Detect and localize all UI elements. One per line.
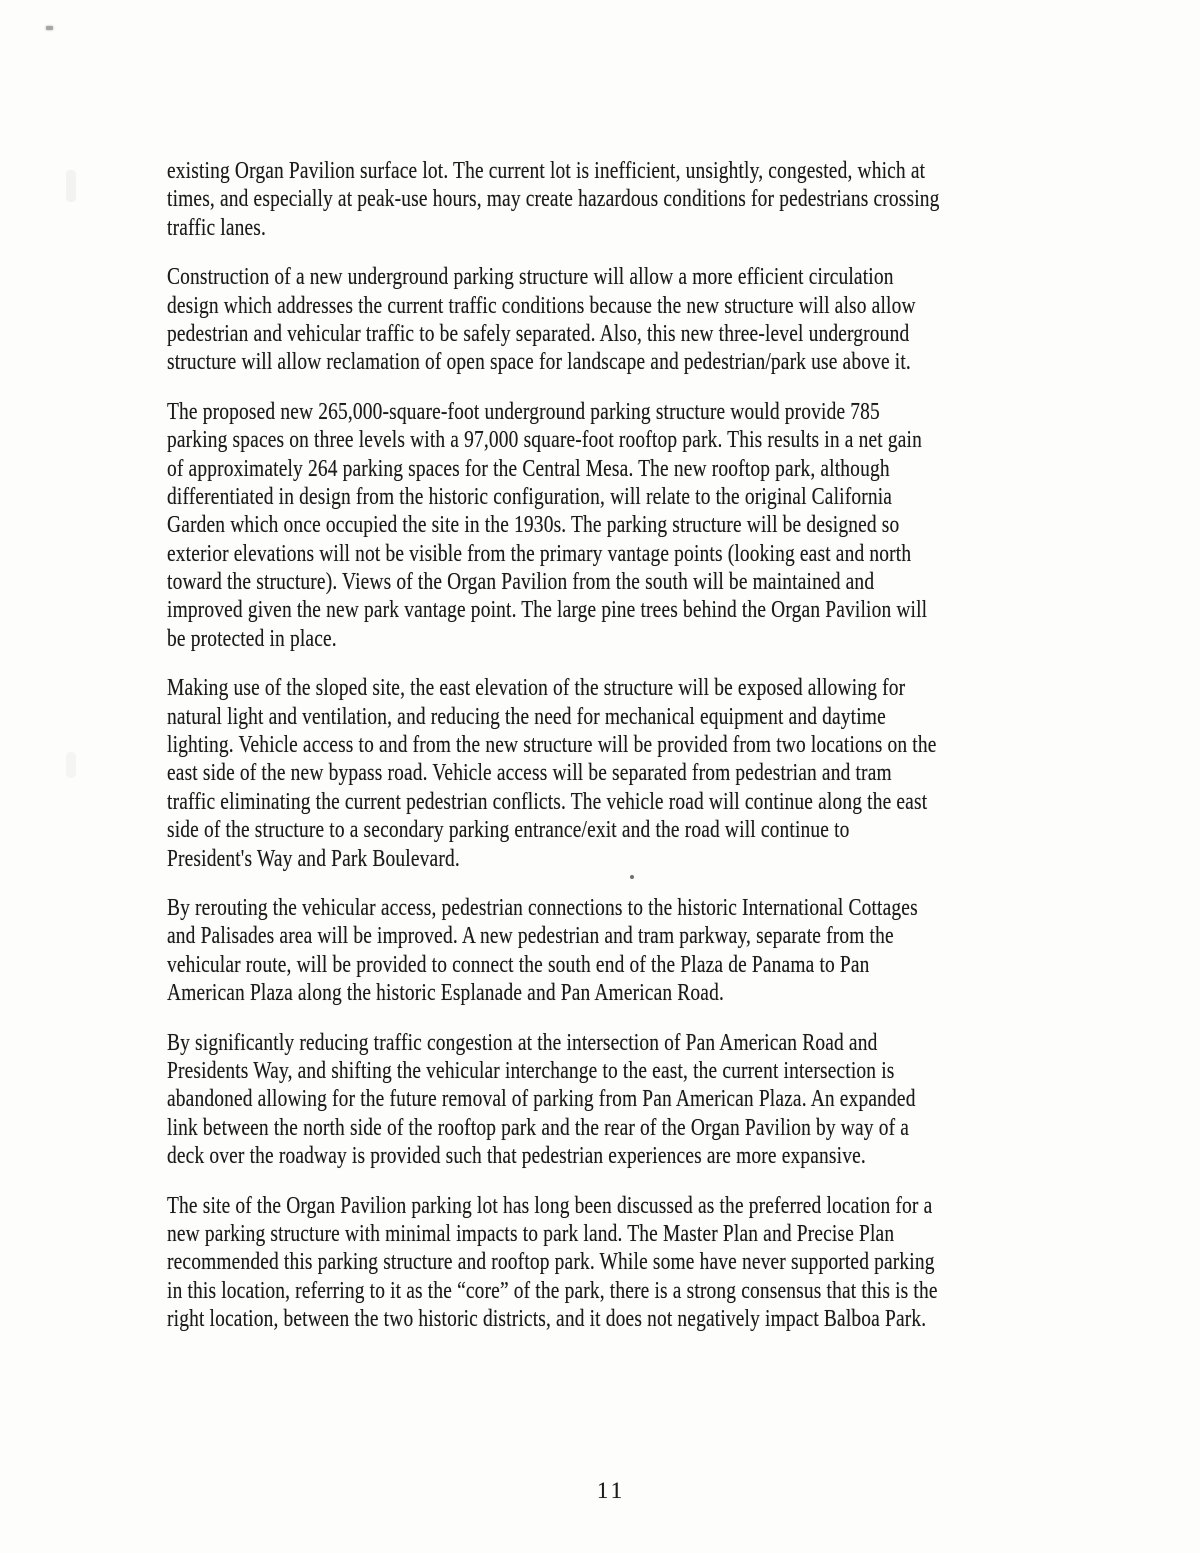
- text-line: pedestrian and vehicular traffic to be safely separated. Also, this new three-level underground: [167, 320, 910, 347]
- document-body: [167, 157, 1177, 1354]
- text-line: deck over the roadway is provided such that pedestrian experiences are more expansive.: [167, 1143, 866, 1170]
- paragraph: [167, 263, 1177, 377]
- scan-artifact-speck: [46, 26, 53, 30]
- text-line: Presidents Way, and shifting the vehicular interchange to the east, the current intersection is: [167, 1057, 895, 1084]
- text-line: Making use of the sloped site, the east elevation of the structure will be exposed allowing for: [167, 675, 906, 702]
- text-line: lighting. Vehicle access to and from the new structure will be provided from two locations on the: [167, 732, 937, 759]
- text-line: Garden which once occupied the site in the 1930s. The parking structure will be designed so: [167, 512, 900, 539]
- text-line: recommended this parking structure and rooftop park. While some have never supported parking: [167, 1249, 935, 1276]
- paragraph: [167, 674, 1177, 873]
- text-line: design which addresses the current traffic conditions because the new structure will also allow: [167, 292, 916, 319]
- scan-artifact-smudge: [66, 170, 76, 202]
- paragraph: [167, 1192, 1177, 1334]
- text-line: side of the structure to a secondary parking entrance/exit and the road will continue to: [167, 817, 850, 844]
- text-line: structure will allow reclamation of open space for landscape and pedestrian/park use above it.: [167, 349, 911, 376]
- text-line: of approximately 264 parking spaces for the Central Mesa. The new rooftop park, although: [167, 455, 890, 482]
- text-line: right location, between the two historic districts, and it does not negatively impact Balboa Park.: [167, 1306, 927, 1333]
- text-line: President's Way and Park Boulevard.: [167, 845, 460, 872]
- text-line: existing Organ Pavilion surface lot. The current lot is inefficient, unsightly, congested, which at: [167, 158, 926, 184]
- text-line: Construction of a new underground parking structure will allow a more efficient circulation: [167, 264, 894, 291]
- paragraph: [167, 1029, 1177, 1171]
- text-line: in this location, referring to it as the “core” of the park, there is a strong consensus that this is the: [167, 1277, 938, 1304]
- text-line: toward the structure). Views of the Organ Pavilion from the south will be maintained and: [167, 569, 875, 596]
- text-line: abandoned allowing for the future removal of parking from Pan American Plaza. An expanded: [167, 1086, 916, 1113]
- text-line: link between the north side of the rooftop park and the rear of the Organ Pavilion by way of a: [167, 1114, 910, 1141]
- text-line: differentiated in design from the historic configuration, will relate to the original California: [167, 483, 893, 510]
- text-line: exterior elevations will not be visible from the primary vantage points (looking east and north: [167, 540, 912, 567]
- text-line: and Palisades area will be improved. A new pedestrian and tram parkway, separate from the: [167, 923, 894, 950]
- text-line: By rerouting the vehicular access, pedestrian connections to the historic International Cottages: [167, 894, 918, 921]
- text-line: By significantly reducing traffic congestion at the intersection of Pan American Road and: [167, 1029, 878, 1056]
- text-line: improved given the new park vantage point. The large pine trees behind the Organ Pavilion will: [167, 597, 928, 624]
- text-line: parking spaces on three levels with a 97,000 square-foot rooftop park. This results in a net gain: [167, 427, 922, 454]
- text-line: The site of the Organ Pavilion parking lot has long been discussed as the preferred location for a: [167, 1192, 933, 1219]
- text-line: vehicular route, will be provided to connect the south end of the Plaza de Panama to Pan: [167, 951, 870, 978]
- text-line: new parking structure with minimal impacts to park land. The Master Plan and Precise Plan: [167, 1220, 895, 1247]
- paragraph: [167, 398, 1177, 654]
- text-line: American Plaza along the historic Esplanade and Pan American Road.: [167, 980, 725, 1007]
- paragraph: [167, 894, 1177, 1008]
- paragraph: [167, 157, 1177, 242]
- text-line: traffic eliminating the current pedestrian conflicts. The vehicle road will continue along the east: [167, 788, 928, 815]
- text-line: traffic lanes.: [167, 214, 267, 241]
- text-line: times, and especially at peak-use hours, may create hazardous conditions for pedestrians crossing: [167, 186, 940, 213]
- text-line: east side of the new bypass road. Vehicle access will be separated from pedestrian and tram: [167, 760, 892, 787]
- text-line: natural light and ventilation, and reducing the need for mechanical equipment and daytime: [167, 703, 886, 730]
- page-number: 11: [596, 1478, 626, 1503]
- text-line: The proposed new 265,000-square-foot underground parking structure would provide 785: [167, 398, 880, 425]
- text-line: be protected in place.: [167, 625, 337, 652]
- scan-artifact-smudge: [66, 752, 76, 778]
